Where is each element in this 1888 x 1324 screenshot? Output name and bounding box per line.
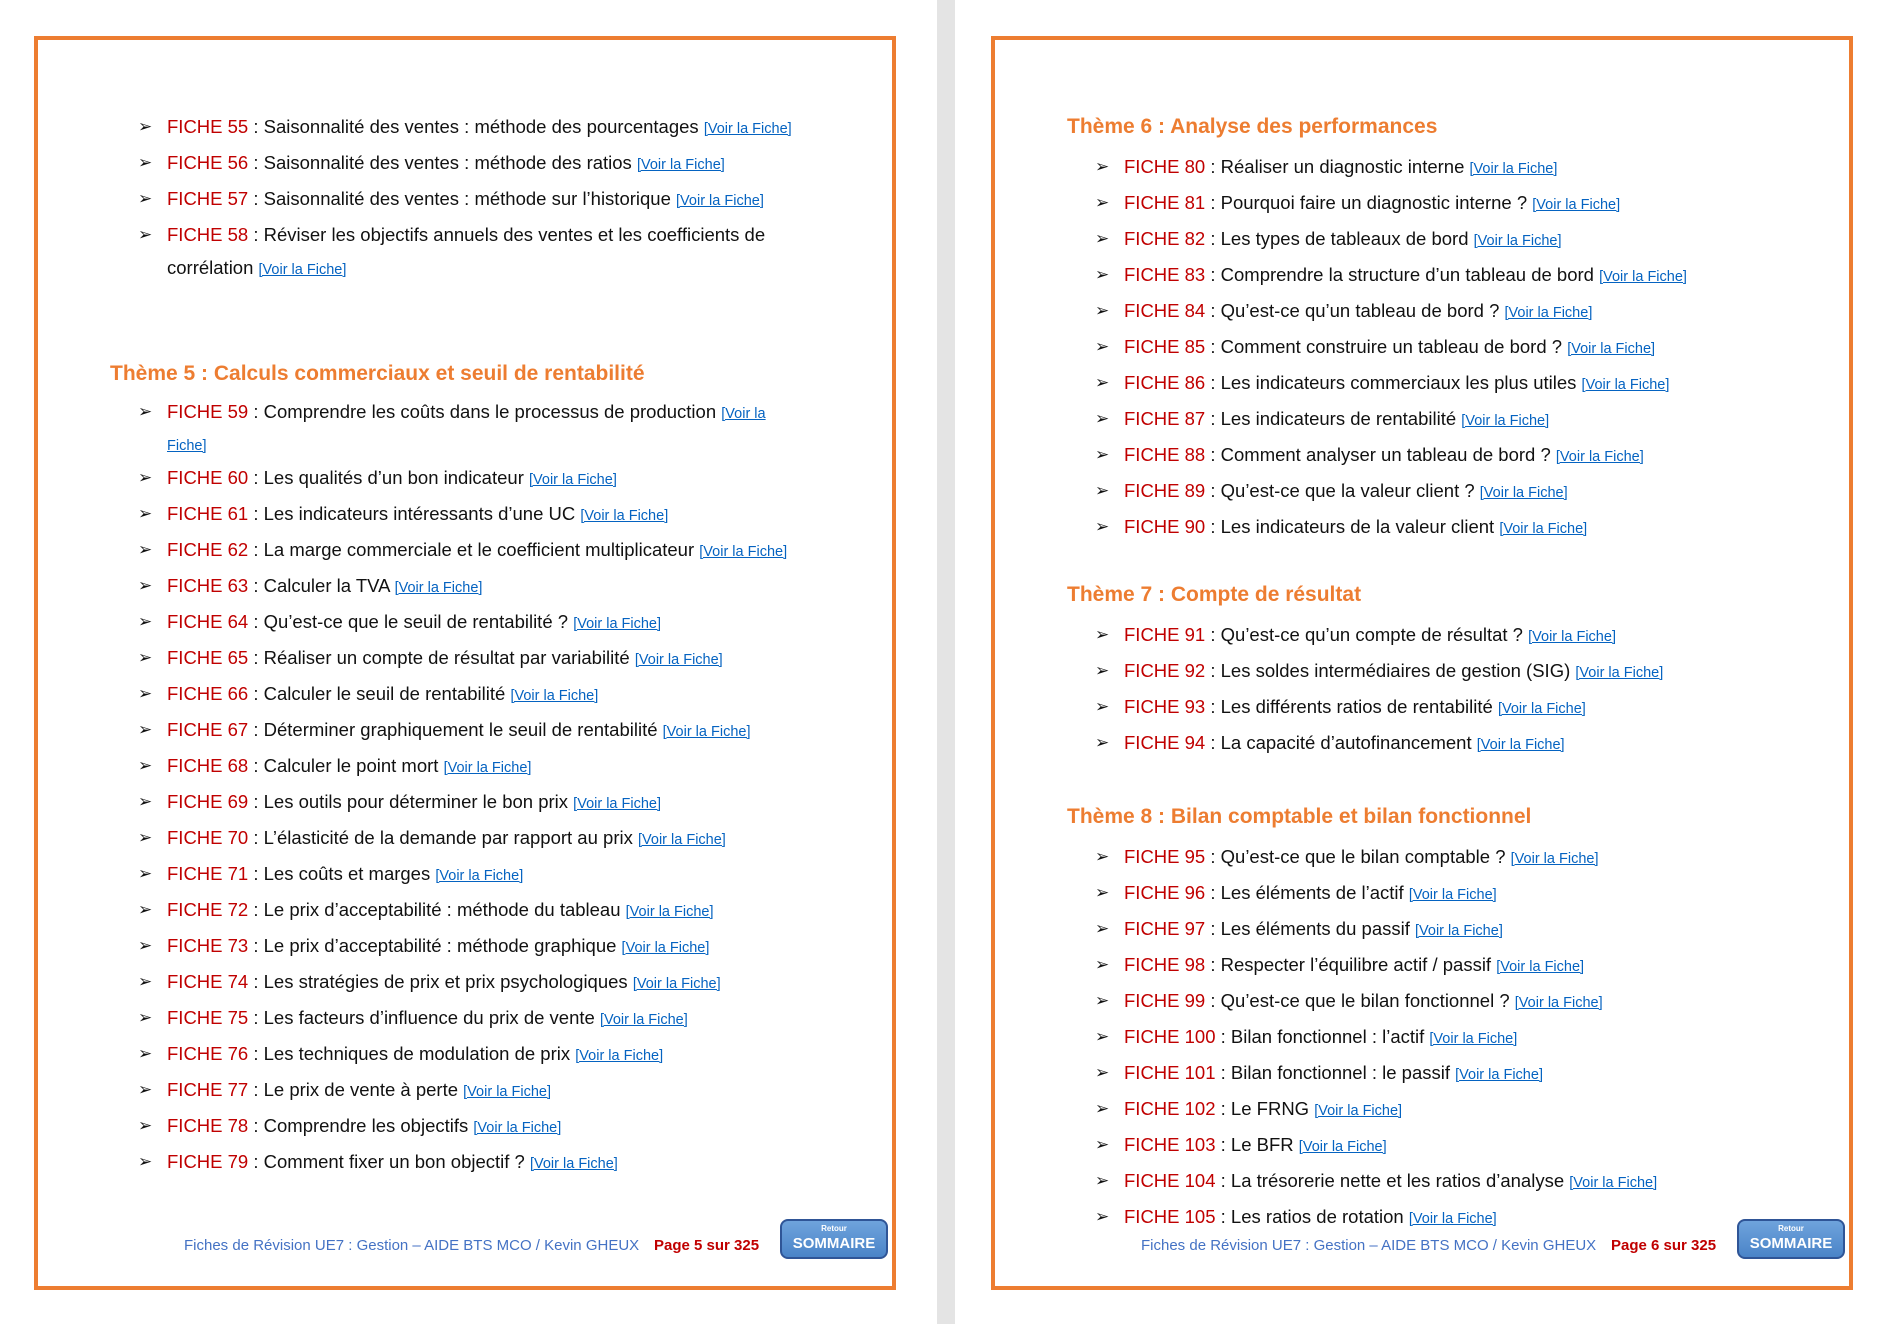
fiche-number: FICHE 58	[167, 224, 249, 245]
fiche-number: FICHE 94	[1124, 732, 1206, 753]
fiche-list-item	[1067, 984, 1809, 1020]
button-label: SOMMAIRE	[792, 1235, 876, 1252]
voir-fiche-link[interactable]: [Voir la Fiche]	[1599, 269, 1687, 285]
voir-fiche-link[interactable]: [Voir la Fiche]	[1314, 1103, 1403, 1119]
fiche-number: FICHE 83	[1124, 264, 1206, 285]
arrow-bullet-icon: ➢	[1095, 157, 1110, 176]
fiche-number: FICHE 103	[1124, 1134, 1216, 1155]
fiche-list-item	[1067, 1200, 1809, 1236]
fiche-list-item	[1067, 186, 1809, 222]
fiche-list-item	[1067, 726, 1809, 762]
arrow-bullet-icon: ➢	[138, 1116, 153, 1135]
fiche-number: FICHE 87	[1124, 408, 1206, 429]
fiche-list-item	[1067, 876, 1809, 912]
fiche-number: FICHE 77	[167, 1079, 249, 1100]
arrow-bullet-icon: ➢	[1095, 229, 1110, 248]
voir-fiche-link[interactable]: [Voir la Fiche]	[1497, 701, 1586, 717]
arrow-bullet-icon: ➢	[1095, 661, 1110, 680]
fiche-title: : Les soldes intermédiaires de gestion (SIG)	[1205, 660, 1576, 681]
fiche-title: : La trésorerie nette et les ratios d’analyse	[1215, 1170, 1570, 1191]
arrow-bullet-icon: ➢	[1095, 1027, 1110, 1046]
fiche-title: : Respecter l’équilibre actif / passif	[1205, 954, 1497, 975]
voir-fiche-link[interactable]: [Voir la Fiche]	[1473, 233, 1562, 249]
fiche-number: FICHE 61	[167, 503, 249, 524]
voir-fiche-link[interactable]: [Voir la Fiche]	[1479, 485, 1568, 501]
page-number: Page 5 sur 325	[654, 1237, 760, 1254]
fiche-list-item	[1067, 1092, 1809, 1128]
arrow-bullet-icon: ➢	[1095, 193, 1110, 212]
voir-fiche-link[interactable]: [Voir la Fiche]	[435, 868, 524, 884]
fiche-number: FICHE 55	[167, 116, 249, 137]
fiche-list	[110, 110, 852, 287]
voir-fiche-link[interactable]: [Voir la Fiche]	[1567, 341, 1656, 357]
fiche-list-item	[110, 533, 852, 569]
theme-heading: Thème 7 : Compte de résultat	[1067, 583, 1362, 606]
fiche-number: FICHE 91	[1124, 624, 1206, 645]
fiche-title: : Les ratios de rotation	[1215, 1206, 1409, 1227]
arrow-bullet-icon: ➢	[138, 189, 153, 208]
fiche-number: FICHE 85	[1124, 336, 1206, 357]
fiche-list-item	[110, 965, 852, 1001]
fiche-title: : Les indicateurs de rentabilité	[1205, 408, 1462, 429]
fiche-number: FICHE 66	[167, 683, 249, 704]
fiche-title: : Comprendre la structure d’un tableau de bord	[1205, 264, 1600, 285]
arrow-bullet-icon: ➢	[138, 612, 153, 631]
arrow-bullet-icon: ➢	[138, 153, 153, 172]
fiche-number: FICHE 80	[1124, 156, 1206, 177]
fiche-title: : Qu’est-ce que le bilan comptable ?	[1205, 846, 1511, 867]
arrow-bullet-icon: ➢	[1095, 883, 1110, 902]
fiche-number: FICHE 68	[167, 755, 249, 776]
fiche-title: : Réaliser un diagnostic interne	[1205, 156, 1470, 177]
voir-fiche-link[interactable]: [Voir la Fiche]	[510, 688, 599, 704]
fiche-title: : Calculer le point mort	[248, 755, 444, 776]
arrow-bullet-icon: ➢	[1095, 625, 1110, 644]
fiche-title: : Le BFR	[1215, 1134, 1299, 1155]
fiche-title: : Les stratégies de prix et prix psychologiques	[248, 971, 633, 992]
voir-fiche-link[interactable]: [Voir la Fiche]	[1499, 521, 1588, 537]
voir-fiche-link[interactable]: [Voir la Fiche]	[662, 724, 751, 740]
fiche-title: : Pourquoi faire un diagnostic interne ?	[1205, 192, 1533, 213]
fiche-title: : Qu’est-ce qu’un compte de résultat ?	[1205, 624, 1529, 645]
voir-fiche-link[interactable]: [Voir la Fiche]	[473, 1120, 562, 1136]
fiche-list-item	[110, 569, 852, 605]
arrow-bullet-icon: ➢	[138, 900, 153, 919]
fiche-title: : Les indicateurs intéressants d’une UC	[248, 503, 581, 524]
fiche-list-item	[110, 1109, 852, 1145]
fiche-number: FICHE 96	[1124, 882, 1206, 903]
fiche-number: FICHE 84	[1124, 300, 1206, 321]
fiche-number: FICHE 64	[167, 611, 249, 632]
fiche-number: FICHE 93	[1124, 696, 1206, 717]
voir-fiche-link[interactable]: [Voir la Fiche]	[636, 157, 725, 173]
fiche-list-item	[110, 605, 852, 641]
fiche-number: FICHE 63	[167, 575, 249, 596]
arrow-bullet-icon: ➢	[138, 684, 153, 703]
arrow-bullet-icon: ➢	[1095, 1135, 1110, 1154]
voir-fiche-link[interactable]: [Voir la Fiche]	[1514, 995, 1603, 1011]
fiche-title: : Comprendre les objectifs	[248, 1115, 474, 1136]
fiche-title: : Saisonnalité des ventes : méthode des ratios	[248, 152, 637, 173]
voir-fiche-link[interactable]: [Voir la Fiche]	[167, 406, 766, 454]
fiche-list-item	[1067, 150, 1809, 186]
fiche-list-item	[110, 677, 852, 713]
fiche-number: FICHE 102	[1124, 1098, 1216, 1119]
fiche-list-item	[110, 749, 852, 785]
fiche-number: FICHE 104	[1124, 1170, 1216, 1191]
fiche-title: : Les indicateurs commerciaux les plus utiles	[1205, 372, 1582, 393]
fiche-title: : Déterminer graphiquement le seuil de rentabilité	[248, 719, 663, 740]
fiche-title: : Les indicateurs de la valeur client	[1205, 516, 1500, 537]
voir-fiche-link[interactable]: [Voir la Fiche]	[580, 508, 669, 524]
fiche-title: : Les facteurs d’influence du prix de vente	[248, 1007, 600, 1028]
fiche-title: : Saisonnalité des ventes : méthode des pourcentages	[248, 116, 704, 137]
fiche-list-item	[110, 1001, 852, 1037]
voir-fiche-link[interactable]: [Voir la Fiche]	[1575, 665, 1664, 681]
page-content	[110, 110, 852, 1181]
fiche-list-item	[1067, 474, 1809, 510]
voir-fiche-link[interactable]: [Voir la Fiche]	[699, 544, 788, 560]
fiche-list-item	[1067, 1056, 1809, 1092]
fiche-list-item	[110, 1037, 852, 1073]
fiche-title: : Qu’est-ce que le bilan fonctionnel ?	[1205, 990, 1515, 1011]
fiche-number: FICHE 86	[1124, 372, 1206, 393]
voir-fiche-link[interactable]: [Voir la Fiche]	[529, 1156, 618, 1172]
fiche-title: : Bilan fonctionnel : le passif	[1215, 1062, 1456, 1083]
fiche-number: FICHE 79	[167, 1151, 249, 1172]
fiche-title: : Les outils pour déterminer le bon prix	[248, 791, 574, 812]
fiche-number: FICHE 88	[1124, 444, 1206, 465]
fiche-number: FICHE 98	[1124, 954, 1206, 975]
arrow-bullet-icon: ➢	[1095, 373, 1110, 392]
fiche-list	[1067, 150, 1809, 546]
fiche-number: FICHE 95	[1124, 846, 1206, 867]
arrow-bullet-icon: ➢	[138, 864, 153, 883]
fiche-number: FICHE 92	[1124, 660, 1206, 681]
voir-fiche-link[interactable]: [Voir la Fiche]	[573, 796, 662, 812]
voir-fiche-link[interactable]: [Voir la Fiche]	[634, 652, 723, 668]
fiche-title: : Les techniques de modulation de prix	[248, 1043, 576, 1064]
arrow-bullet-icon: ➢	[138, 504, 153, 523]
footer-text: Fiches de Révision UE7 : Gestion – AIDE BTS MCO / Kevin GHEUX	[184, 1237, 640, 1254]
fiche-number: FICHE 78	[167, 1115, 249, 1136]
fiche-list-item	[110, 461, 852, 497]
fiche-number: FICHE 70	[167, 827, 249, 848]
fiche-title: : La capacité d’autofinancement	[1205, 732, 1477, 753]
fiche-title: : Les éléments de l’actif	[1205, 882, 1409, 903]
fiche-title: : Bilan fonctionnel : l’actif	[1215, 1026, 1430, 1047]
arrow-bullet-icon: ➢	[138, 1152, 153, 1171]
arrow-bullet-icon: ➢	[138, 576, 153, 595]
fiche-number: FICHE 74	[167, 971, 249, 992]
voir-fiche-link[interactable]: [Voir la Fiche]	[1496, 959, 1585, 975]
fiche-title: : Réaliser un compte de résultat par variabilité	[248, 647, 635, 668]
page-gutter	[937, 0, 955, 1324]
fiche-list-item	[110, 893, 852, 929]
voir-fiche-link[interactable]: [Voir la Fiche]	[1532, 197, 1621, 213]
fiche-title: : Le prix d’acceptabilité : méthode du tableau	[248, 899, 626, 920]
fiche-list-item	[110, 182, 852, 218]
arrow-bullet-icon: ➢	[1095, 1207, 1110, 1226]
fiche-number: FICHE 82	[1124, 228, 1206, 249]
voir-fiche-link[interactable]: [Voir la Fiche]	[258, 262, 347, 278]
arrow-bullet-icon: ➢	[138, 720, 153, 739]
theme-heading: Thème 8 : Bilan comptable et bilan fonctionnel	[1067, 805, 1532, 828]
retour-sommaire-button[interactable]	[780, 1219, 888, 1259]
fiche-list-item	[1067, 948, 1809, 984]
fiche-number: FICHE 72	[167, 899, 249, 920]
fiche-title: : Le prix de vente à perte	[248, 1079, 464, 1100]
voir-fiche-link[interactable]: [Voir la Fiche]	[676, 193, 764, 209]
fiche-list-item	[110, 497, 852, 533]
document-page-6	[991, 36, 1853, 1290]
fiche-number: FICHE 89	[1124, 480, 1206, 501]
arrow-bullet-icon: ➢	[1095, 847, 1110, 866]
fiche-title: : Saisonnalité des ventes : méthode sur l’historique	[248, 188, 677, 209]
fiche-list-item	[1067, 258, 1809, 294]
fiche-title: : L’élasticité de la demande par rapport au prix	[248, 827, 638, 848]
fiche-number: FICHE 71	[167, 863, 249, 884]
voir-fiche-link[interactable]: [Voir la Fiche]	[1429, 1031, 1518, 1047]
fiche-number: FICHE 73	[167, 935, 249, 956]
fiche-list-item	[110, 1145, 852, 1181]
fiche-list-item	[1067, 510, 1809, 546]
fiche-list-item	[1067, 438, 1809, 474]
arrow-bullet-icon: ➢	[138, 756, 153, 775]
voir-fiche-link[interactable]: [Voir la Fiche]	[443, 760, 532, 776]
fiche-number: FICHE 69	[167, 791, 249, 812]
fiche-list-item	[1067, 1020, 1809, 1056]
page-number: Page 6 sur 325	[1611, 1237, 1717, 1254]
voir-fiche-link[interactable]: [Voir la Fiche]	[703, 121, 792, 137]
arrow-bullet-icon: ➢	[1095, 409, 1110, 428]
arrow-bullet-icon: ➢	[138, 1044, 153, 1063]
voir-fiche-link[interactable]: [Voir la Fiche]	[637, 832, 726, 848]
arrow-bullet-icon: ➢	[1095, 991, 1110, 1010]
fiche-list-item	[1067, 222, 1809, 258]
voir-fiche-link[interactable]: [Voir la Fiche]	[394, 580, 483, 596]
arrow-bullet-icon: ➢	[138, 468, 153, 487]
fiche-title: : Comment construire un tableau de bord ?	[1205, 336, 1568, 357]
arrow-bullet-icon: ➢	[1095, 955, 1110, 974]
arrow-bullet-icon: ➢	[138, 540, 153, 559]
arrow-bullet-icon: ➢	[1095, 1099, 1110, 1118]
arrow-bullet-icon: ➢	[1095, 697, 1110, 716]
fiche-list-item	[110, 713, 852, 749]
page-content	[1067, 114, 1809, 1236]
fiche-title: : Le prix d’acceptabilité : méthode graphique	[248, 935, 622, 956]
fiche-list-item	[1067, 294, 1809, 330]
arrow-bullet-icon: ➢	[1095, 1171, 1110, 1190]
voir-fiche-link[interactable]: [Voir la Fiche]	[529, 472, 617, 488]
voir-fiche-link[interactable]: [Voir la Fiche]	[1569, 1175, 1658, 1191]
fiche-title: : La marge commerciale et le coefficient multiplicateur	[248, 539, 700, 560]
fiche-title: : Calculer la TVA	[248, 575, 395, 596]
voir-fiche-link[interactable]: [Voir la Fiche]	[632, 976, 721, 992]
voir-fiche-link[interactable]: [Voir la Fiche]	[625, 904, 714, 920]
arrow-bullet-icon: ➢	[138, 1080, 153, 1099]
arrow-bullet-icon: ➢	[1095, 1063, 1110, 1082]
fiche-title: : Qu’est-ce que le seuil de rentabilité ?	[248, 611, 574, 632]
arrow-bullet-icon: ➢	[1095, 481, 1110, 500]
fiche-title: : Qu’est-ce qu’un tableau de bord ?	[1205, 300, 1505, 321]
fiche-number: FICHE 81	[1124, 192, 1206, 213]
arrow-bullet-icon: ➢	[138, 648, 153, 667]
voir-fiche-link[interactable]: [Voir la Fiche]	[1298, 1139, 1387, 1155]
voir-fiche-link[interactable]: [Voir la Fiche]	[1469, 161, 1558, 177]
arrow-bullet-icon: ➢	[138, 828, 153, 847]
fiche-number: FICHE 97	[1124, 918, 1206, 939]
voir-fiche-link[interactable]: [Voir la Fiche]	[1504, 305, 1593, 321]
theme-heading: Thème 6 : Analyse des performances	[1067, 115, 1438, 138]
arrow-bullet-icon: ➢	[1095, 265, 1110, 284]
fiche-list-item	[1067, 912, 1809, 948]
fiche-list-item	[1067, 402, 1809, 438]
fiche-list-item	[110, 110, 852, 146]
fiche-list-item	[1067, 1128, 1809, 1164]
fiche-list-item	[1067, 690, 1809, 726]
voir-fiche-link[interactable]: [Voir la Fiche]	[1461, 413, 1550, 429]
fiche-title: : Comment analyser un tableau de bord ?	[1205, 444, 1556, 465]
arrow-bullet-icon: ➢	[1095, 301, 1110, 320]
footer-text: Fiches de Révision UE7 : Gestion – AIDE BTS MCO / Kevin GHEUX	[1141, 1237, 1597, 1254]
fiche-number: FICHE 105	[1124, 1206, 1216, 1227]
fiche-number: FICHE 100	[1124, 1026, 1216, 1047]
arrow-bullet-icon: ➢	[138, 225, 153, 244]
fiche-list-item	[110, 821, 852, 857]
fiche-list-item	[110, 857, 852, 893]
fiche-number: FICHE 57	[167, 188, 249, 209]
voir-fiche-link[interactable]: [Voir la Fiche]	[463, 1084, 551, 1100]
fiche-number: FICHE 60	[167, 467, 249, 488]
fiche-number: FICHE 56	[167, 152, 249, 173]
fiche-list-item	[110, 929, 852, 965]
button-label: SOMMAIRE	[1749, 1235, 1833, 1252]
voir-fiche-link[interactable]: [Voir la Fiche]	[1476, 737, 1565, 753]
fiche-title: : Le FRNG	[1215, 1098, 1315, 1119]
retour-sommaire-button[interactable]	[1737, 1219, 1845, 1259]
voir-fiche-link[interactable]: [Voir la Fiche]	[1455, 1067, 1543, 1083]
fiche-title: : Les qualités d’un bon indicateur	[248, 467, 529, 488]
fiche-title: : Réviser les objectifs annuels des ventes et les coefficients de corrélation	[167, 224, 766, 278]
fiche-list-item	[110, 1073, 852, 1109]
fiche-list-item	[110, 641, 852, 677]
fiche-list	[1067, 840, 1809, 1236]
voir-fiche-link[interactable]: [Voir la Fiche]	[1510, 851, 1599, 867]
fiche-title: : Les types de tableaux de bord	[1205, 228, 1474, 249]
fiche-list-item	[1067, 618, 1809, 654]
fiche-list-item	[1067, 366, 1809, 402]
fiche-number: FICHE 76	[167, 1043, 249, 1064]
button-caption: Retour	[821, 1224, 847, 1233]
fiche-title: : Calculer le seuil de rentabilité	[248, 683, 511, 704]
fiche-list	[1067, 618, 1809, 762]
voir-fiche-link[interactable]: [Voir la Fiche]	[1408, 1211, 1497, 1227]
fiche-title: : Comprendre les coûts dans le processus de production	[248, 401, 722, 422]
arrow-bullet-icon: ➢	[138, 402, 153, 421]
arrow-bullet-icon: ➢	[1095, 517, 1110, 536]
fiche-number: FICHE 90	[1124, 516, 1206, 537]
arrow-bullet-icon: ➢	[1095, 733, 1110, 752]
voir-fiche-link[interactable]: [Voir la Fiche]	[1408, 887, 1497, 903]
voir-fiche-link[interactable]: [Voir la Fiche]	[1528, 629, 1616, 645]
fiche-number: FICHE 67	[167, 719, 249, 740]
theme-heading: Thème 5 : Calculs commerciaux et seuil de rentabilité	[110, 362, 645, 385]
arrow-bullet-icon: ➢	[138, 936, 153, 955]
voir-fiche-link[interactable]: [Voir la Fiche]	[621, 940, 710, 956]
fiche-title: : Comment fixer un bon objectif ?	[248, 1151, 530, 1172]
fiche-list-item	[1067, 1164, 1809, 1200]
fiche-list-item	[110, 397, 777, 461]
arrow-bullet-icon: ➢	[138, 792, 153, 811]
fiche-list-item	[110, 218, 807, 287]
voir-fiche-link[interactable]: [Voir la Fiche]	[599, 1012, 688, 1028]
voir-fiche-link[interactable]: [Voir la Fiche]	[1555, 449, 1644, 465]
button-caption: Retour	[1778, 1224, 1804, 1233]
voir-fiche-link[interactable]: [Voir la Fiche]	[575, 1048, 664, 1064]
fiche-title: : Qu’est-ce que la valeur client ?	[1205, 480, 1480, 501]
fiche-list-item	[1067, 840, 1809, 876]
fiche-number: FICHE 65	[167, 647, 249, 668]
document-page-5	[34, 36, 896, 1290]
fiche-number: FICHE 101	[1124, 1062, 1216, 1083]
fiche-list-item	[1067, 654, 1809, 690]
fiche-list-item	[1067, 330, 1809, 366]
fiche-list	[110, 397, 852, 1181]
fiche-number: FICHE 99	[1124, 990, 1206, 1011]
fiche-number: FICHE 62	[167, 539, 249, 560]
fiche-number: FICHE 59	[167, 401, 249, 422]
arrow-bullet-icon: ➢	[138, 972, 153, 991]
fiche-list-item	[110, 146, 852, 182]
arrow-bullet-icon: ➢	[138, 1008, 153, 1027]
fiche-title: : Les coûts et marges	[248, 863, 436, 884]
voir-fiche-link[interactable]: [Voir la Fiche]	[573, 616, 662, 632]
fiche-title: : Les différents ratios de rentabilité	[1205, 696, 1498, 717]
arrow-bullet-icon: ➢	[1095, 445, 1110, 464]
arrow-bullet-icon: ➢	[1095, 919, 1110, 938]
voir-fiche-link[interactable]: [Voir la Fiche]	[1415, 923, 1503, 939]
voir-fiche-link[interactable]: [Voir la Fiche]	[1581, 377, 1670, 393]
fiche-title: : Les éléments du passif	[1205, 918, 1415, 939]
fiche-number: FICHE 75	[167, 1007, 249, 1028]
fiche-list-item	[110, 785, 852, 821]
arrow-bullet-icon: ➢	[1095, 337, 1110, 356]
arrow-bullet-icon: ➢	[138, 117, 153, 136]
